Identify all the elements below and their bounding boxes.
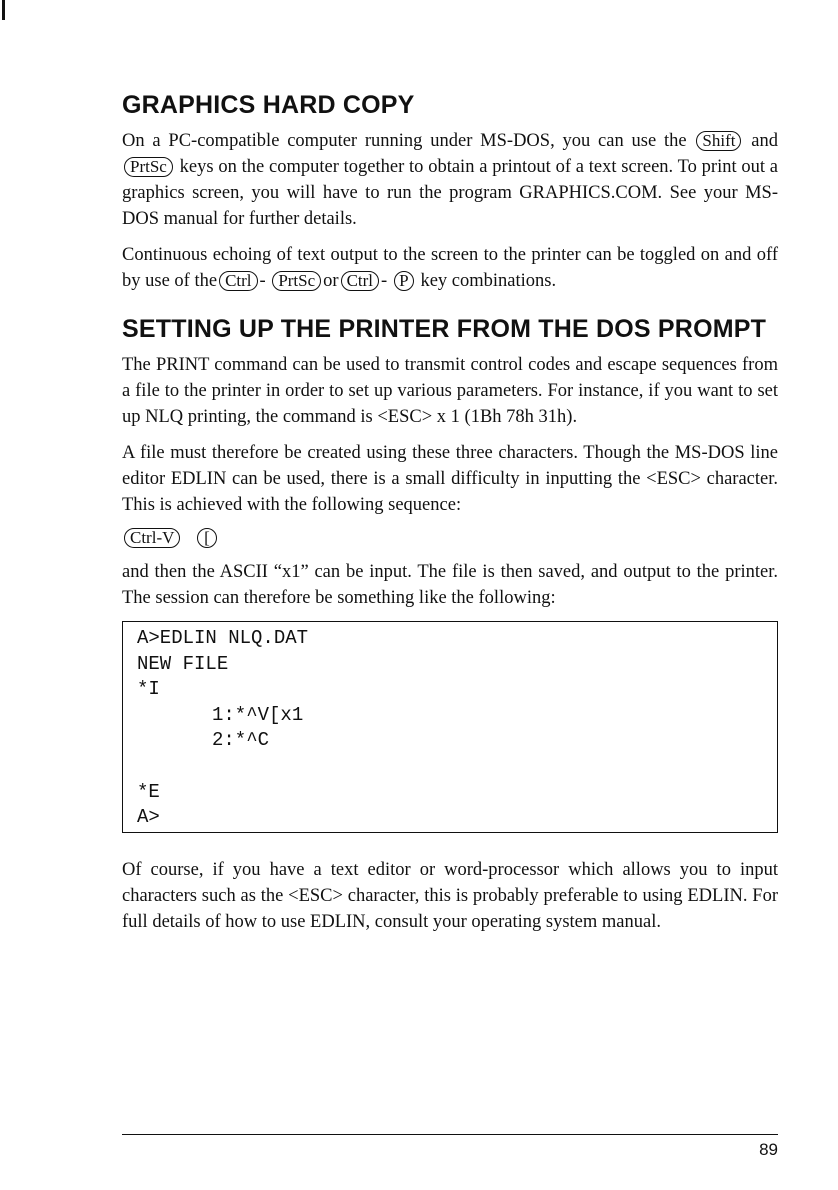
code-line: *E	[137, 780, 160, 803]
prtsc-key-icon: PrtSc	[124, 157, 173, 177]
paragraph-echo-toggle: Continuous echoing of text output to the screen to the printer can be toggled on and off by use of the Ctrl - PrtSc or Ctrl - P key combinations.	[122, 245, 778, 291]
code-line: NEW FILE	[137, 652, 229, 675]
ctrl-v-key-icon: Ctrl-V	[124, 528, 180, 548]
shift-key-icon: Shift	[696, 131, 741, 151]
prtsc-key-icon: PrtSc	[272, 271, 321, 291]
key-sequence	[122, 528, 778, 549]
page-content	[122, 88, 778, 945]
code-line: 2:*^C	[212, 729, 270, 752]
section-heading-graphics-hard-copy: GRAPHICS HARD COPY	[122, 91, 415, 119]
code-line: 1:*^V[x1	[212, 703, 304, 726]
edlin-session-box	[122, 621, 778, 833]
ctrl-key-icon: Ctrl	[341, 271, 379, 291]
paragraph-file-creation: A file must therefore be created using these three characters. Though the MS-DOS line editor EDLIN can be used, there is a small difficulty in inputting the <ESC> character. This is achieved with the following sequence:	[122, 443, 778, 515]
paragraph-print-command: The PRINT command can be used to transmit control codes and escape sequences from a file to the printer in order to set up various parameters. For instance, if you want to set up NLQ printing, the command is <ESC> x 1 (1Bh 78h 31h).	[122, 355, 778, 427]
paragraph-graphics-printout: On a PC-compatible computer running under MS-DOS, you can use the Shift and PrtSc keys on the computer together to obtain a printout of a text screen. To print out a graphics screen, you will have to run the program GRAPHICS.COM. See your MS-DOS manual for further details.	[122, 131, 779, 229]
code-line: A>	[137, 806, 160, 829]
paragraph-ascii-input: and then the ASCII “x1” can be input. The file is then saved, and output to the printer. The session can therefore be something like the following:	[122, 562, 778, 608]
page-number: 89	[759, 1140, 778, 1159]
code-line: A>EDLIN NLQ.DAT	[137, 627, 309, 649]
code-line: *I	[137, 678, 160, 701]
p-key-icon: P	[394, 271, 414, 291]
ctrl-key-icon: Ctrl	[219, 271, 257, 291]
footer-divider	[122, 1134, 778, 1135]
code-blank-line	[137, 754, 763, 780]
paragraph-text-editor-note: Of course, if you have a text editor or word-processor which allows you to input characters such as the <ESC> character, this is probably preferable to using EDLIN. For full details of how to use EDLIN, consult your operating system manual.	[122, 860, 778, 932]
scan-edge-mark	[2, 0, 5, 20]
section-heading-setting-up-printer: SETTING UP THE PRINTER FROM THE DOS PROMPT	[122, 315, 767, 343]
bracket-key-icon: [	[197, 528, 217, 548]
